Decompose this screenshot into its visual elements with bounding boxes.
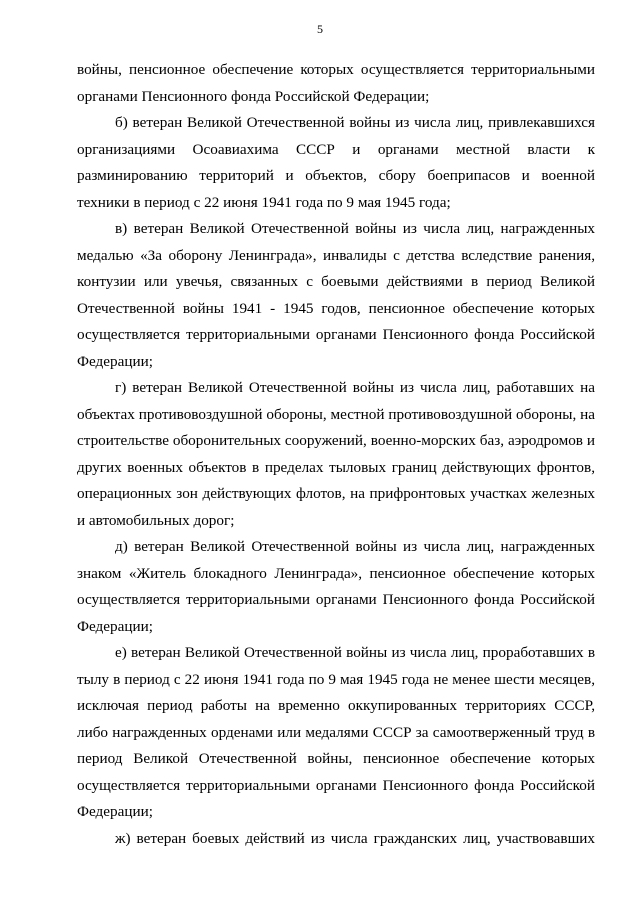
paragraph-item-v: в) ветеран Великой Отечественной войны из числа лиц, награжденных медалью «За оборону Ленинграда», инвалиды с детства вследствие ранения, контузии или увечья, связанных с боевыми действиями в период Великой Отечественной войны 1941 - 1945 годов, пенсионное обеспечение которых осуществляется территориальными органами Пенсионного фонда Российской Федерации;	[77, 220, 595, 370]
paragraph-continuation: войны, пенсионное обеспечение которых осуществляется территориальными органами Пенсионного фонда Российской Федерации;	[77, 61, 595, 105]
page-number: 5	[317, 22, 323, 36]
paragraph-item-e: е) ветеран Великой Отечественной войны из числа лиц, проработавших в тылу в период с 22 июня 1941 года по 9 мая 1945 года не менее шести месяцев, исключая период работы на временно оккупированных территориях СССР, либо награжденных орденами или медалями СССР за самоотверженный труд в период Великой Отечественной войны, пенсионное обеспечение которых осуществляется территориальными органами Пенсионного фонда Российской Федерации;	[77, 644, 595, 820]
document-body	[77, 57, 595, 852]
paragraph-item-d: д) ветеран Великой Отечественной войны из числа лиц, награжденных знаком «Житель блокадного Ленинграда», пенсионное обеспечение которых осуществляется территориальными органами Пенсионного фонда Российской Федерации;	[77, 538, 595, 635]
paragraph-item-zh: ж) ветеран боевых действий из числа гражданских лиц, участвовавших	[115, 829, 595, 847]
paragraph-item-g: г) ветеран Великой Отечественной войны из числа лиц, работавших на объектах противовоздушной обороны, местной противовоздушной обороны, на строительстве оборонительных сооружений, военно-морских баз, аэродромов и других военных объектов в пределах тыловых границ действующих фронтов, операционных зон действующих флотов, на прифронтовых участках железных и автомобильных дорог;	[77, 379, 595, 529]
paragraph-item-b: б) ветеран Великой Отечественной войны из числа лиц, привлекавшихся организациями Осоавиахима СССР и органами местной власти к разминированию территорий и объектов, сбору боеприпасов и военной техники в период с 22 июня 1941 года по 9 мая 1945 года;	[77, 114, 595, 211]
